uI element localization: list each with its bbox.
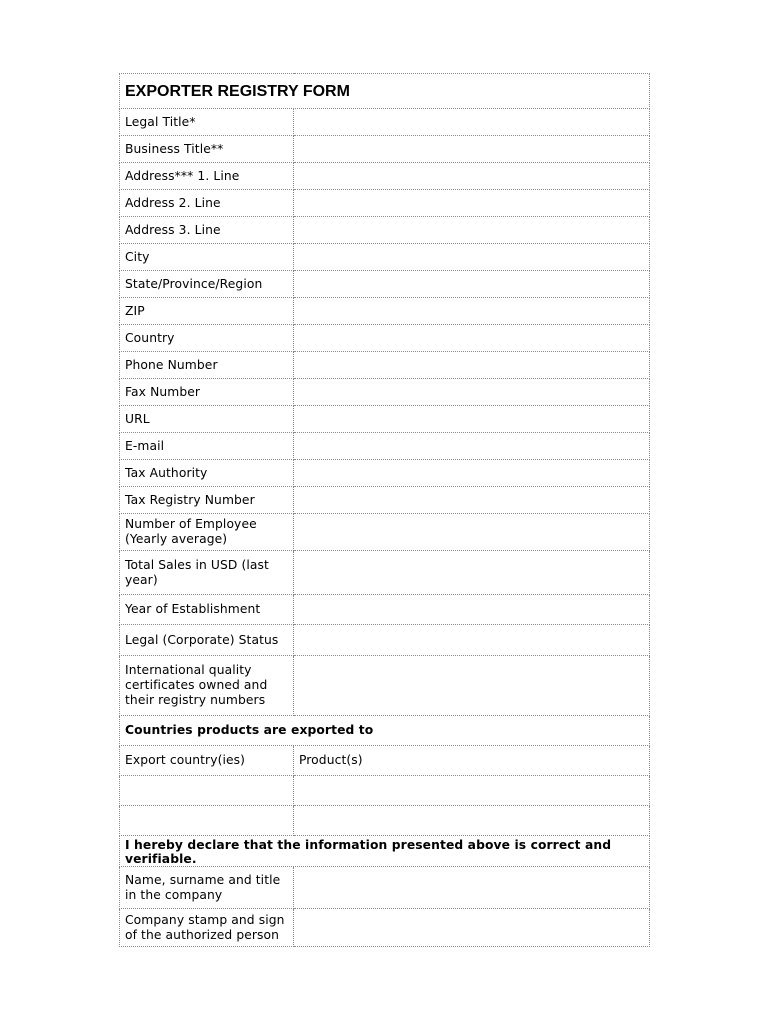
form-row <box>120 298 650 325</box>
form-row <box>120 217 650 244</box>
field-value-business-title[interactable] <box>294 136 650 163</box>
field-label-address-3-line: Address 3. Line <box>120 217 294 244</box>
form-row <box>120 244 650 271</box>
declaration-row <box>120 836 650 867</box>
field-value-number-of-employee-yearly-average[interactable] <box>294 514 650 551</box>
field-label-e-mail: E-mail <box>120 433 294 460</box>
form-row <box>120 867 650 909</box>
field-value-state-province-region[interactable] <box>294 271 650 298</box>
field-label-legal-corporate-status: Legal (Corporate) Status <box>120 625 294 656</box>
form-row <box>120 625 650 656</box>
field-label-international-quality-certificates-owned-and-their-registry-numbers: International quality certificates owned and their registry numbers <box>120 656 294 716</box>
form-row <box>120 190 650 217</box>
field-value-name-surname-and-title-in-the-company[interactable] <box>294 867 650 909</box>
form-row <box>120 433 650 460</box>
field-label-address-2-line: Address 2. Line <box>120 190 294 217</box>
field-label-address-1-line: Address*** 1. Line <box>120 163 294 190</box>
field-label-business-title: Business Title** <box>120 136 294 163</box>
field-label-city: City <box>120 244 294 271</box>
form-row <box>120 406 650 433</box>
form-row <box>120 551 650 595</box>
field-label-zip: ZIP <box>120 298 294 325</box>
form-title: EXPORTER REGISTRY FORM <box>120 74 650 109</box>
field-value-url[interactable] <box>294 406 650 433</box>
field-value-country[interactable] <box>294 325 650 352</box>
field-label-country: Country <box>120 325 294 352</box>
field-label-tax-authority: Tax Authority <box>120 460 294 487</box>
form-row <box>120 379 650 406</box>
export-entry-row <box>120 806 650 836</box>
field-value-company-stamp-and-sign-of-the-authorized-person[interactable] <box>294 909 650 947</box>
field-value-e-mail[interactable] <box>294 433 650 460</box>
export-products-cell[interactable] <box>294 776 650 806</box>
export-entry-row <box>120 776 650 806</box>
field-value-city[interactable] <box>294 244 650 271</box>
form-row <box>120 109 650 136</box>
field-value-address-2-line[interactable] <box>294 190 650 217</box>
form-row <box>120 487 650 514</box>
export-heading-row <box>120 716 650 746</box>
field-value-fax-number[interactable] <box>294 379 650 406</box>
field-value-phone-number[interactable] <box>294 352 650 379</box>
export-products-cell[interactable] <box>294 806 650 836</box>
field-value-address-1-line[interactable] <box>294 163 650 190</box>
form-row <box>120 460 650 487</box>
form-row <box>120 514 650 551</box>
export-section-heading: Countries products are exported to <box>120 716 650 746</box>
field-value-international-quality-certificates-owned-and-their-registry-numbers[interactable] <box>294 656 650 716</box>
export-country-cell[interactable] <box>120 776 294 806</box>
field-label-tax-registry-number: Tax Registry Number <box>120 487 294 514</box>
form-row <box>120 163 650 190</box>
declaration-text: I hereby declare that the information presented above is correct and verifiable. <box>120 836 650 867</box>
form-row <box>120 656 650 716</box>
field-label-name-surname-and-title-in-the-company: Name, surname and title in the company <box>120 867 294 909</box>
export-header-row <box>120 746 650 776</box>
field-label-year-of-establishment: Year of Establishment <box>120 595 294 625</box>
field-value-address-3-line[interactable] <box>294 217 650 244</box>
exporter-registry-form <box>119 73 650 947</box>
field-value-tax-authority[interactable] <box>294 460 650 487</box>
field-label-url: URL <box>120 406 294 433</box>
field-value-legal-corporate-status[interactable] <box>294 625 650 656</box>
field-value-legal-title[interactable] <box>294 109 650 136</box>
field-value-zip[interactable] <box>294 298 650 325</box>
export-country-header: Export country(ies) <box>120 746 294 776</box>
form-row <box>120 909 650 947</box>
form-row <box>120 595 650 625</box>
field-label-legal-title: Legal Title* <box>120 109 294 136</box>
export-country-cell[interactable] <box>120 806 294 836</box>
field-label-fax-number: Fax Number <box>120 379 294 406</box>
field-label-state-province-region: State/Province/Region <box>120 271 294 298</box>
export-products-header: Product(s) <box>294 746 650 776</box>
field-value-total-sales-in-usd-last-year[interactable] <box>294 551 650 595</box>
title-row <box>120 74 650 109</box>
form-row <box>120 352 650 379</box>
form-row <box>120 136 650 163</box>
field-label-phone-number: Phone Number <box>120 352 294 379</box>
field-label-number-of-employee-yearly-average: Number of Employee (Yearly average) <box>120 514 294 551</box>
field-label-company-stamp-and-sign-of-the-authorized-person: Company stamp and sign of the authorized person <box>120 909 294 947</box>
form-row <box>120 325 650 352</box>
form-row <box>120 271 650 298</box>
field-value-tax-registry-number[interactable] <box>294 487 650 514</box>
field-value-year-of-establishment[interactable] <box>294 595 650 625</box>
field-label-total-sales-in-usd-last-year: Total Sales in USD (last year) <box>120 551 294 595</box>
